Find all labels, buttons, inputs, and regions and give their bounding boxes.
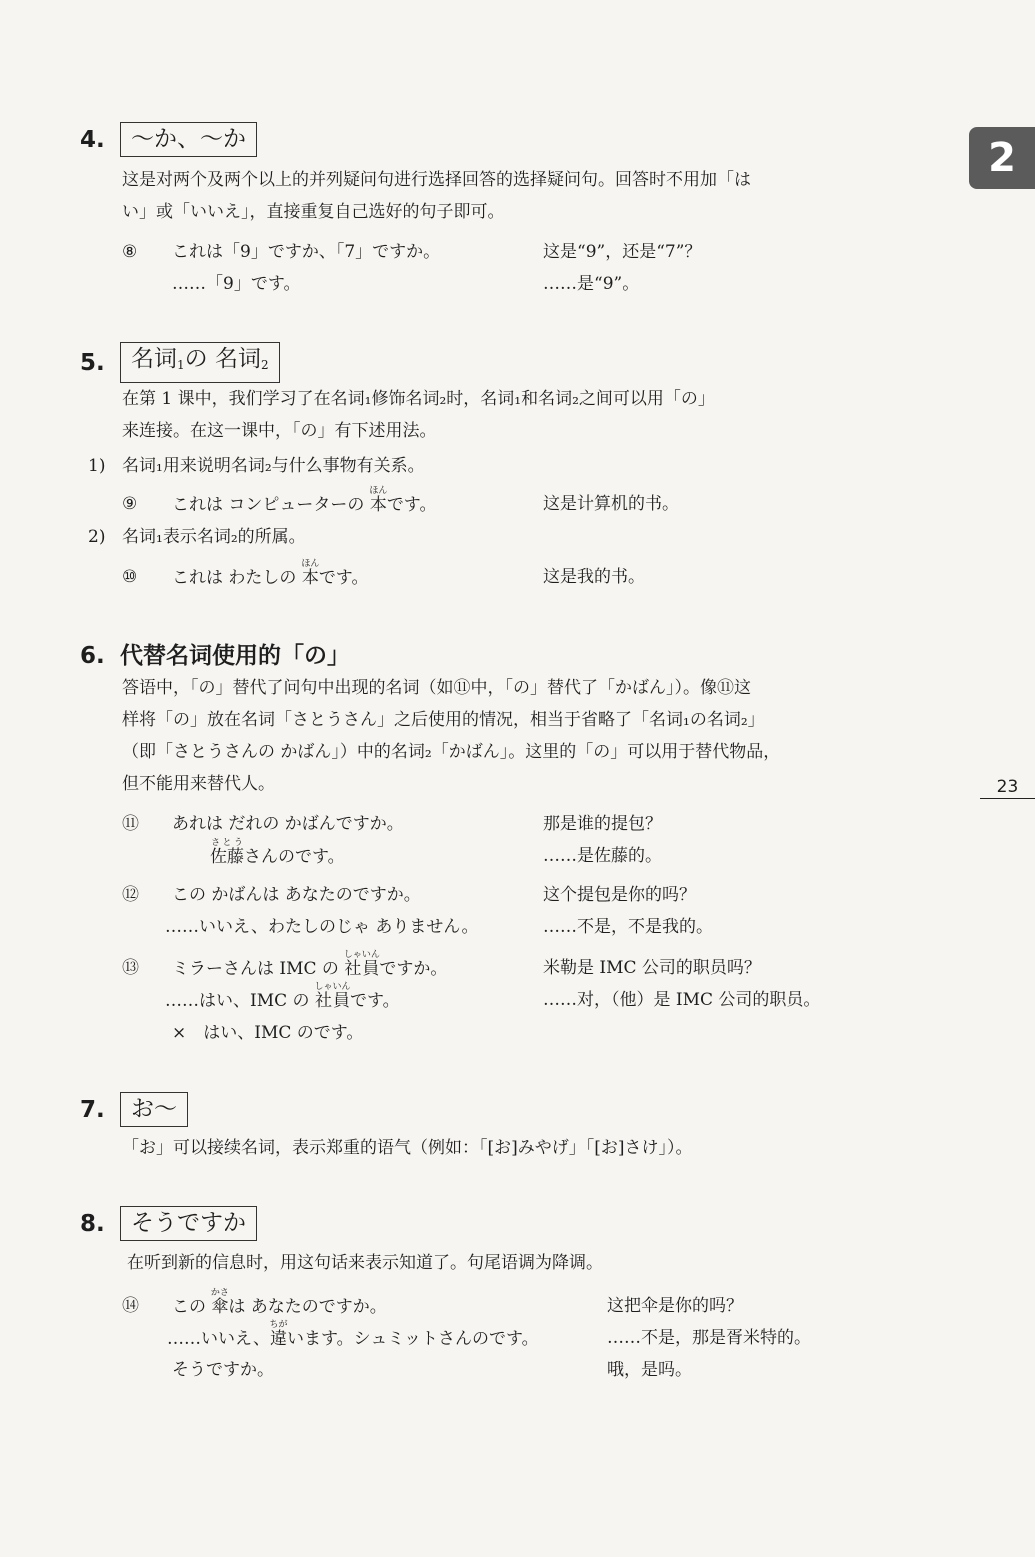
section-number: 7. — [80, 1096, 105, 1123]
section-6-body — [122, 672, 922, 800]
body-line: 但不能用来替代人。 — [122, 774, 275, 794]
section-number: 5. — [80, 349, 105, 376]
body-line: 在第 1 课中，我们学习了在名词₁修饰名词₂时，名词₁和名词₂之间可以用「の」 — [122, 389, 715, 409]
example-cn: 这是我的书。 — [543, 567, 645, 587]
example-ja: この 傘かさは あなたのですか。 — [172, 1288, 387, 1317]
example-cn: 这个提包是你的吗？ — [543, 885, 696, 905]
example-ja: ……いいえ、違ちがいます。シュミットさんのです。 — [167, 1320, 539, 1349]
example-cn: ……对，（他）是 IMC 公司的职员。 — [543, 990, 821, 1010]
section-title: お～ — [120, 1092, 188, 1127]
section-number: 4. — [80, 126, 105, 153]
section-7-body — [122, 1132, 922, 1164]
example-cn: 这把伞是你的吗？ — [607, 1296, 743, 1316]
chapter-tab: 2 — [969, 127, 1035, 189]
incorrect-example: × はい、IMC のです。 — [172, 1023, 364, 1043]
section-title: 名词$_1$の 名词$_2$ — [120, 342, 280, 383]
example-ja: ……はい、IMC の 社員しゃいんです。 — [165, 982, 400, 1011]
point-number: 1) — [88, 456, 106, 476]
example-cn: 那是谁的提包？ — [543, 814, 662, 834]
section-4-heading — [80, 122, 257, 157]
example-number: ⑭ — [122, 1296, 139, 1316]
body-line: 「お」可以接续名词，表示郑重的语气（例如：「[お]みやげ」「[お]さけ」）。 — [122, 1138, 693, 1158]
section-8-heading — [80, 1206, 257, 1241]
example-cn: ……是佐藤的。 — [543, 846, 662, 866]
example-ja: あれは だれの かばんですか。 — [172, 814, 404, 834]
section-6-heading — [80, 641, 350, 671]
example-cn: ……不是，那是胥米特的。 — [607, 1328, 811, 1348]
example-ja: ……「9」です。 — [172, 274, 301, 294]
body-line: 在听到新的信息时，用这句话来表示知道了。句尾语调为降调。 — [127, 1253, 603, 1273]
point-number: 2) — [88, 527, 106, 547]
example-number: ⑩ — [122, 567, 138, 587]
body-line: 答语中，「の」替代了问句中出现的名词（如⑪中，「の」替代了「かばん」）。像⑪这 — [122, 678, 751, 698]
example-ja: これは わたしの 本ほんです。 — [172, 559, 369, 588]
example-number: ⑫ — [122, 885, 139, 905]
section-7-heading — [80, 1092, 188, 1127]
example-number: ⑬ — [122, 958, 139, 978]
point-text: 名词₁用来说明名词₂与什么事物有关系。 — [122, 456, 425, 476]
point-text: 名词₁表示名词₂的所属。 — [122, 527, 306, 547]
example-cn: ……是“9”。 — [543, 274, 640, 294]
section-4-body — [122, 164, 922, 228]
section-number: 8. — [80, 1210, 105, 1237]
example-ja: この かばんは あなたのですか。 — [172, 885, 421, 905]
section-title: 代替名词使用的「の」 — [120, 642, 350, 669]
example-ja: ……いいえ、わたしのじゃ ありません。 — [165, 917, 479, 937]
example-ja: ミラーさんは IMC の 社員しゃいんですか。 — [172, 950, 448, 979]
example-ja: 佐藤さとうさんのです。 — [210, 838, 345, 867]
example-number: ⑪ — [122, 814, 139, 834]
example-cn: 这是“9”，还是“7”？ — [543, 242, 702, 262]
example-cn: ……不是，不是我的。 — [543, 917, 713, 937]
example-cn: 哦，是吗。 — [607, 1360, 692, 1380]
example-number: ⑧ — [122, 242, 138, 262]
body-line: （即「さとうさんの かばん」）中的名词₂「かばん」。这里的「の」可以用于替代物品， — [122, 742, 781, 762]
body-line: 样将「の」放在名词「さとうさん」之后使用的情况，相当于省略了「名词₁の名词₂」 — [122, 710, 765, 730]
section-5-heading — [80, 342, 280, 383]
section-5-body — [122, 383, 922, 447]
example-ja: そうですか。 — [172, 1360, 274, 1380]
body-line: い」或「いいえ」，直接重复自己选好的句子即可。 — [122, 202, 505, 222]
example-number: ⑨ — [122, 494, 138, 514]
body-line: 来连接。在这一课中，「の」有下述用法。 — [122, 421, 437, 441]
example-cn: 这是计算机的书。 — [543, 494, 679, 514]
example-cn: 米勒是 IMC 公司的职员吗？ — [543, 958, 761, 978]
page-number: 23 — [980, 777, 1035, 799]
section-title: ～か、～か — [120, 122, 257, 157]
section-number: 6. — [80, 643, 105, 669]
body-line: 这是对两个及两个以上的并列疑问句进行选择回答的选择疑问句。回答时不用加「は — [122, 170, 751, 190]
section-title: そうですか — [120, 1206, 257, 1241]
example-ja: これは コンピューターの 本ほんです。 — [172, 486, 437, 515]
example-ja: これは「9」ですか、「7」ですか。 — [172, 242, 441, 262]
section-8-body — [127, 1247, 927, 1279]
